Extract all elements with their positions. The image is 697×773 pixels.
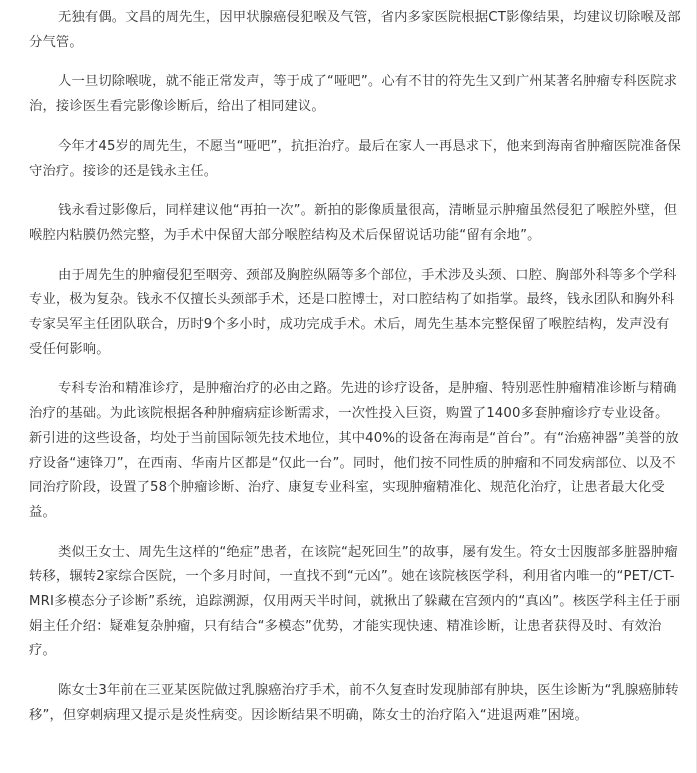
paragraph-text: 专科专治和精准诊疗，是肿瘤治疗的必由之路。先进的诊疗设备，是肿瘤、特别恶性肿瘤精准诊断与精确治疗的基础。为此该院根据各种肿瘤病症诊断需求，一次性投入巨资，购置了1400多套肿瘤诊疗专业设备。新引进的这些设备，均处于当前国际领先技术地位，其中40%的设备在海南是“首台”。有“治癌神器”美誉的放疗设备“速锋刀”，在西南、华南片区都是“仅此一台”。同时，他们按不同性质的肿瘤和不同发病部位、以及不同治疗阶段，设置了58个肿瘤诊断、治疗、康复专业科室，实现肿瘤精准化、规范化治疗，让患者最大化受益。 [29,381,679,520]
paragraph-6 [29,377,681,525]
paragraph-7 [29,541,681,665]
paragraph-text: 人一旦切除喉咙，就不能正常发声，等于成了“哑吧”。心有不甘的符先生又到广州某著名肿瘤专科医院求治，接诊医生看完影像诊断后，给出了相同建议。 [29,74,678,115]
paragraph-4 [29,199,681,248]
paragraph-5 [29,264,681,363]
paragraph-text: 今年才45岁的周先生，不愿当“哑吧”，抗拒治疗。最后在家人一再恳求下，他来到海南省肿瘤医院准备保守治疗。接诊的还是钱永主任。 [29,138,681,179]
paragraph-text: 无独有偶。文昌的周先生，因甲状腺癌侵犯喉及气管，省内多家医院根据CT影像结果，均建议切除喉及部分气管。 [29,10,681,50]
paragraph-8 [29,679,681,728]
paragraph-text: 类似王女士、周先生这样的“绝症”患者，在该院“起死回生”的故事，屡有发生。符女士因腹部多脏器肿瘤转移，辗转2家综合医院，一个多月时间，一直找不到“元凶”。她在该院核医学科，利用省内唯一的“PET/CT-MRI多模态分子诊断”系统，追踪溯源，仅用两天半时间，就揪出了躲藏在宫颈内的“真凶”。核医学科主任于丽娟主任介绍：疑难复杂肿瘤，只有结合“多模态”优势，才能实现快速、精准诊断，让患者获得及时、有效治疗。 [29,544,681,659]
paragraph-1 [29,6,681,55]
paragraph-2 [29,70,681,119]
paragraph-text: 钱永看过影像后，同样建议他“再拍一次”。新拍的影像质量很高，清晰显示肿瘤虽然侵犯了喉腔外壁，但喉腔内粘膜仍然完整，为手术中保留大部分喉腔结构及术后保留说话功能“留有余地”。 [29,203,678,243]
paragraph-3 [29,135,681,184]
paragraph-text: 陈女士3年前在三亚某医院做过乳腺癌治疗手术，前不久复查时发现肺部有肿块，医生诊断为“乳腺癌肺转移”，但穿刺病理又提示是炎性病变。因诊断结果不明确，陈女士的治疗陷入“进退两难”困境。 [29,683,679,723]
paragraph-text: 由于周先生的肿瘤侵犯至咽旁、颈部及胸腔纵隔等多个部位，手术涉及头颈、口腔、胸部外科等多个学科专业，极为复杂。钱永不仅擅长头颈部手术，还是口腔博士，对口腔结构了如指掌。最终，钱永团队和胸外科专家吴军主任团队联合，历时9个多小时，成功完成手术。术后，周先生基本完整保留了喉腔结构，发声没有受任何影响。 [29,267,677,357]
